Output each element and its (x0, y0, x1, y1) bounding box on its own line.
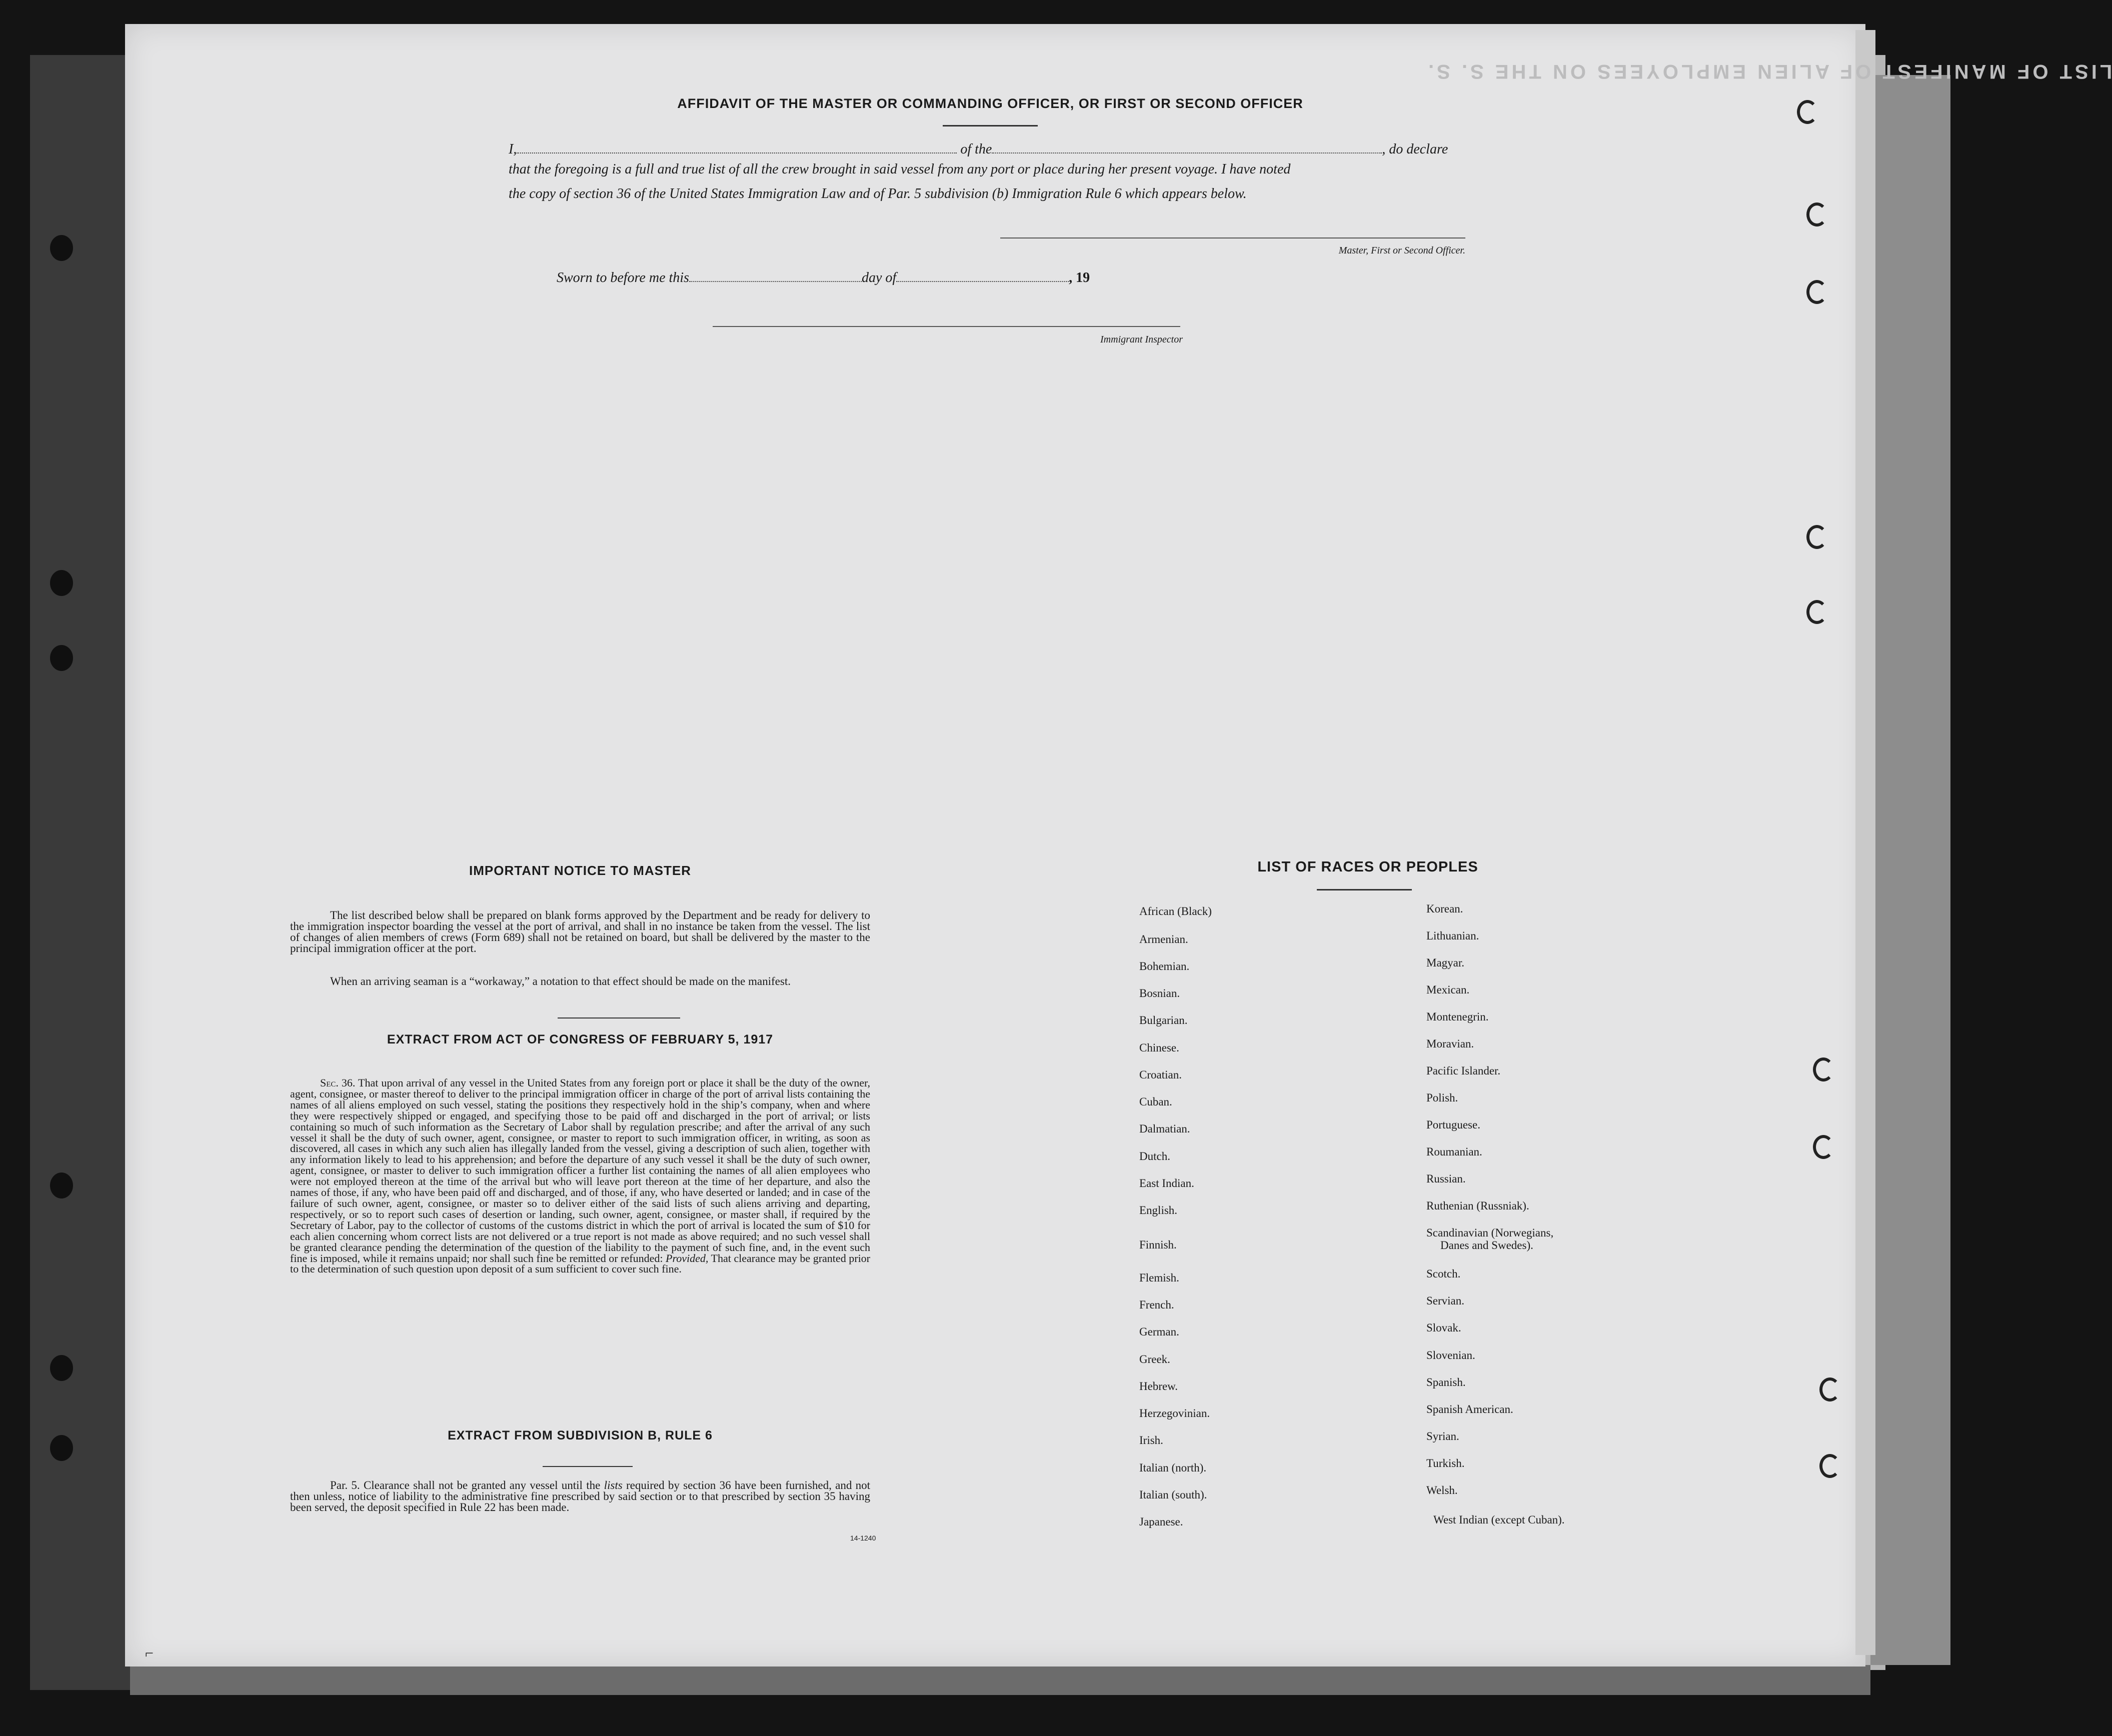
sworn-month-field[interactable] (896, 281, 1069, 282)
race-item: Scandinavian (Norwegians, (1426, 1226, 1554, 1239)
race-item: Servian. (1426, 1294, 1465, 1307)
race-item: Bulgarian. (1139, 1014, 1188, 1026)
punch-ring (1797, 100, 1818, 124)
section-body-end: That clearance may be granted prior to the determination of such question upon deposit of a sum sufficient to cover such fine. (290, 1252, 871, 1276)
punch-ring (1819, 1454, 1840, 1478)
race-item: Dalmatian. (1139, 1122, 1190, 1135)
vessel-name-field[interactable] (992, 152, 1382, 154)
master-signature-label: Master, First or Second Officer. (1338, 245, 1465, 256)
race-item: Japanese. (1139, 1516, 1183, 1528)
vessel-prefix: of the (960, 142, 992, 157)
race-item: Slovak. (1426, 1322, 1461, 1334)
binding-hole (50, 1435, 73, 1461)
punch-ring (1806, 600, 1827, 624)
race-item: Korean. (1426, 902, 1463, 915)
race-item: Scotch. (1426, 1268, 1461, 1280)
underlying-sheet-left (30, 55, 130, 1690)
notice-title: IMPORTANT NOTICE TO MASTER (469, 863, 691, 878)
race-item: Italian (north). (1139, 1462, 1207, 1474)
rule6-extract-title: EXTRACT FROM SUBDIVISION B, RULE 6 (448, 1428, 713, 1442)
race-item: Slovenian. (1426, 1349, 1475, 1362)
section-body: That upon arrival of any vessel in the United States from any foreign port or place it shall be the duty of the owner, agent, consignee, or master thereof to deliver to the principal immigration officer in charge of the port of arrival lists containing the names of all aliens employed on such vessel, stating the positions they respectively hold in the ship’s company, when and where they were respectively shipped or engaged, and specifying those to be paid off and discharged in the port of arrival; or lists containing so much of such information as the Secretary of Labor shall by regulation prescribe; and after the arrival of any such vessel it shall be the duty of such owner, agent, consignee, or master to report to such immigration officer, in writing, as soon as discovered, all cases in which any such alien has illegally landed from the vessel, giving a description of such alien, together with any information likely to lead to his apprehension; and before the departure of any such vessel it shall be the duty of such owner, agent, consignee, or master to deliver to such immigration officer a further list containing the names of all alien employees who were not employed thereon at the time of the arrival but who will leave port thereon at the time of her departure, and also the names of those, if any, who have been paid off and discharged, and of those, if any, who have deserted or landed; and in case of the failure of such owner, agent, consignee, or master so to deliver either of the said lists of such aliens arriving and departing, respectively, or so to report such cases of desertion or landing, such owner, agent, consignee, or master shall, if required by the Secretary of Labor, pay to the collector of customs of the customs district in which the port of arrival is located the sum of $10 for each alien concerning whom correct lists are not delivered or a true report is not made as above required; and no such vessel shall be granted clearance pending the determination of the question of the liability to the payment of such fine, and, in the event such fine is imposed, while it remains unpaid; nor shall such fine be remitted or refunded: (290, 1076, 870, 1264)
notice-paragraph-2: When an arriving seaman is a “workaway,” a notation to that effect should be made on the manifest. (330, 975, 791, 988)
punch-ring (1813, 1058, 1834, 1082)
race-item: Magyar. (1426, 956, 1465, 969)
race-item: Bohemian. (1139, 960, 1190, 972)
binding-hole (50, 645, 73, 671)
page-edge-right (1855, 30, 1875, 1655)
corner-pencil-mark: ⌐ (145, 1645, 154, 1662)
race-item: Portuguese. (1426, 1118, 1480, 1131)
races-divider (1317, 889, 1412, 890)
race-item: Pacific Islander. (1426, 1064, 1501, 1077)
race-item: Spanish American. (1426, 1403, 1513, 1416)
rule6-text-end: required by section 36 have been furnished, and not then unless, notice of liability to the administrative fine prescribed by said section or to that prescribed by section 35 having been served, the deposit specified in Rule 22 has been made. (290, 1479, 871, 1514)
races-list-title: LIST OF RACES OR PEOPLES (1257, 859, 1478, 875)
race-item: Finnish. (1139, 1238, 1177, 1251)
sworn-statement (557, 270, 1090, 286)
underlying-sheet-right (1870, 75, 1950, 1665)
race-item: German. (1139, 1326, 1179, 1338)
race-item: Dutch. (1139, 1150, 1170, 1162)
punch-ring (1806, 202, 1827, 226)
race-item: Turkish. (1426, 1457, 1465, 1470)
sworn-day-field[interactable] (689, 281, 862, 282)
bottom-shadow (130, 1665, 1870, 1695)
declarant-name-field[interactable] (517, 152, 957, 154)
race-item: Armenian. (1139, 933, 1188, 946)
race-item: West Indian (except Cuban). (1433, 1514, 1565, 1526)
form-number: 14-1240 (850, 1534, 876, 1542)
rule6-extract-text (290, 1480, 870, 1513)
race-item: Danes and Swedes). (1440, 1239, 1533, 1252)
inspector-signature-label: Immigrant Inspector (1100, 334, 1183, 345)
race-item: Cuban. (1139, 1096, 1172, 1108)
affidavit-declaration-line (509, 142, 1469, 158)
act-extract-text (290, 1078, 870, 1274)
sworn-day-label: day of (861, 270, 897, 286)
punch-ring (1806, 280, 1827, 304)
declare-suffix: , do declare (1382, 142, 1448, 157)
race-item: Bosnian. (1139, 987, 1180, 1000)
binding-hole (50, 1355, 73, 1381)
race-item: Herzegovinian. (1139, 1407, 1210, 1420)
race-item: Flemish. (1139, 1272, 1179, 1284)
race-item: Chinese. (1139, 1042, 1179, 1054)
race-item: African (Black) (1139, 905, 1212, 918)
race-item: Croatian. (1139, 1068, 1182, 1081)
section-label: Sec. 36. (320, 1076, 356, 1089)
race-item: Syrian. (1426, 1430, 1459, 1442)
binding-hole (50, 570, 73, 596)
act-extract-title: EXTRACT FROM ACT OF CONGRESS OF FEBRUARY 5, 1917 (387, 1032, 774, 1046)
affidavit-title: AFFIDAVIT OF THE MASTER OR COMMANDING OFFICER, OR FIRST OR SECOND OFFICER (677, 96, 1303, 111)
declarant-prefix: I, (509, 142, 517, 157)
provided-label: Provided, (666, 1252, 709, 1264)
sworn-year-label: , 19 (1069, 270, 1090, 286)
race-item: Ruthenian (Russniak). (1426, 1200, 1529, 1212)
punch-ring (1806, 525, 1827, 549)
affidavit-statement-line: that the foregoing is a full and true list of all the crew brought in said vessel from any port or place during her present voyage. I have noted (509, 162, 1291, 177)
race-item: Polish. (1426, 1092, 1458, 1104)
race-item: Italian (south). (1139, 1488, 1207, 1501)
race-item: Spanish. (1426, 1376, 1466, 1388)
race-item: Russian. (1426, 1172, 1466, 1185)
race-item: Lithuanian. (1426, 930, 1479, 942)
race-item: Irish. (1139, 1434, 1163, 1446)
affidavit-statement-line-2: the copy of section 36 of the United States Immigration Law and of Par. 5 subdivision (b) Immigration Rule 6 which appears below. (509, 186, 1247, 202)
race-item: East Indian. (1139, 1177, 1194, 1190)
inspector-signature-line[interactable] (713, 326, 1180, 327)
punch-ring (1813, 1135, 1834, 1159)
show-through-heading: LIST OF MANIFEST OF ALIEN EMPLOYEES ON THE S. S. (1425, 60, 2112, 82)
rule6-text-start: Par. 5. Clearance shall not be granted any vessel until the (330, 1479, 601, 1492)
race-item: Roumanian. (1426, 1146, 1482, 1158)
race-item: English. (1139, 1204, 1178, 1216)
affidavit-divider (943, 125, 1038, 126)
race-item: Montenegrin. (1426, 1010, 1489, 1023)
binding-hole (50, 1172, 73, 1198)
race-item: Mexican. (1426, 984, 1470, 996)
race-item: Hebrew. (1139, 1380, 1178, 1392)
punch-ring (1819, 1378, 1840, 1402)
race-item: Moravian. (1426, 1038, 1474, 1050)
sworn-prefix: Sworn to before me this (557, 270, 689, 286)
notice-paragraph-1: The list described below shall be prepared on blank forms approved by the Department and be ready for delivery to the immigration inspector boarding the vessel at the port of arrival, and shall in no instance be taken from the vessel. The list of changes of alien members of crews (Form 689) shall not be retained on board, but shall be delivered by the master to the principal immigration officer at the port. (290, 909, 870, 954)
rule6-lists-word: lists (604, 1479, 623, 1492)
race-item: Welsh. (1426, 1484, 1458, 1496)
binding-hole (50, 235, 73, 261)
rule6-divider (543, 1466, 633, 1467)
race-item: Greek. (1139, 1353, 1170, 1366)
race-item: French. (1139, 1298, 1174, 1311)
